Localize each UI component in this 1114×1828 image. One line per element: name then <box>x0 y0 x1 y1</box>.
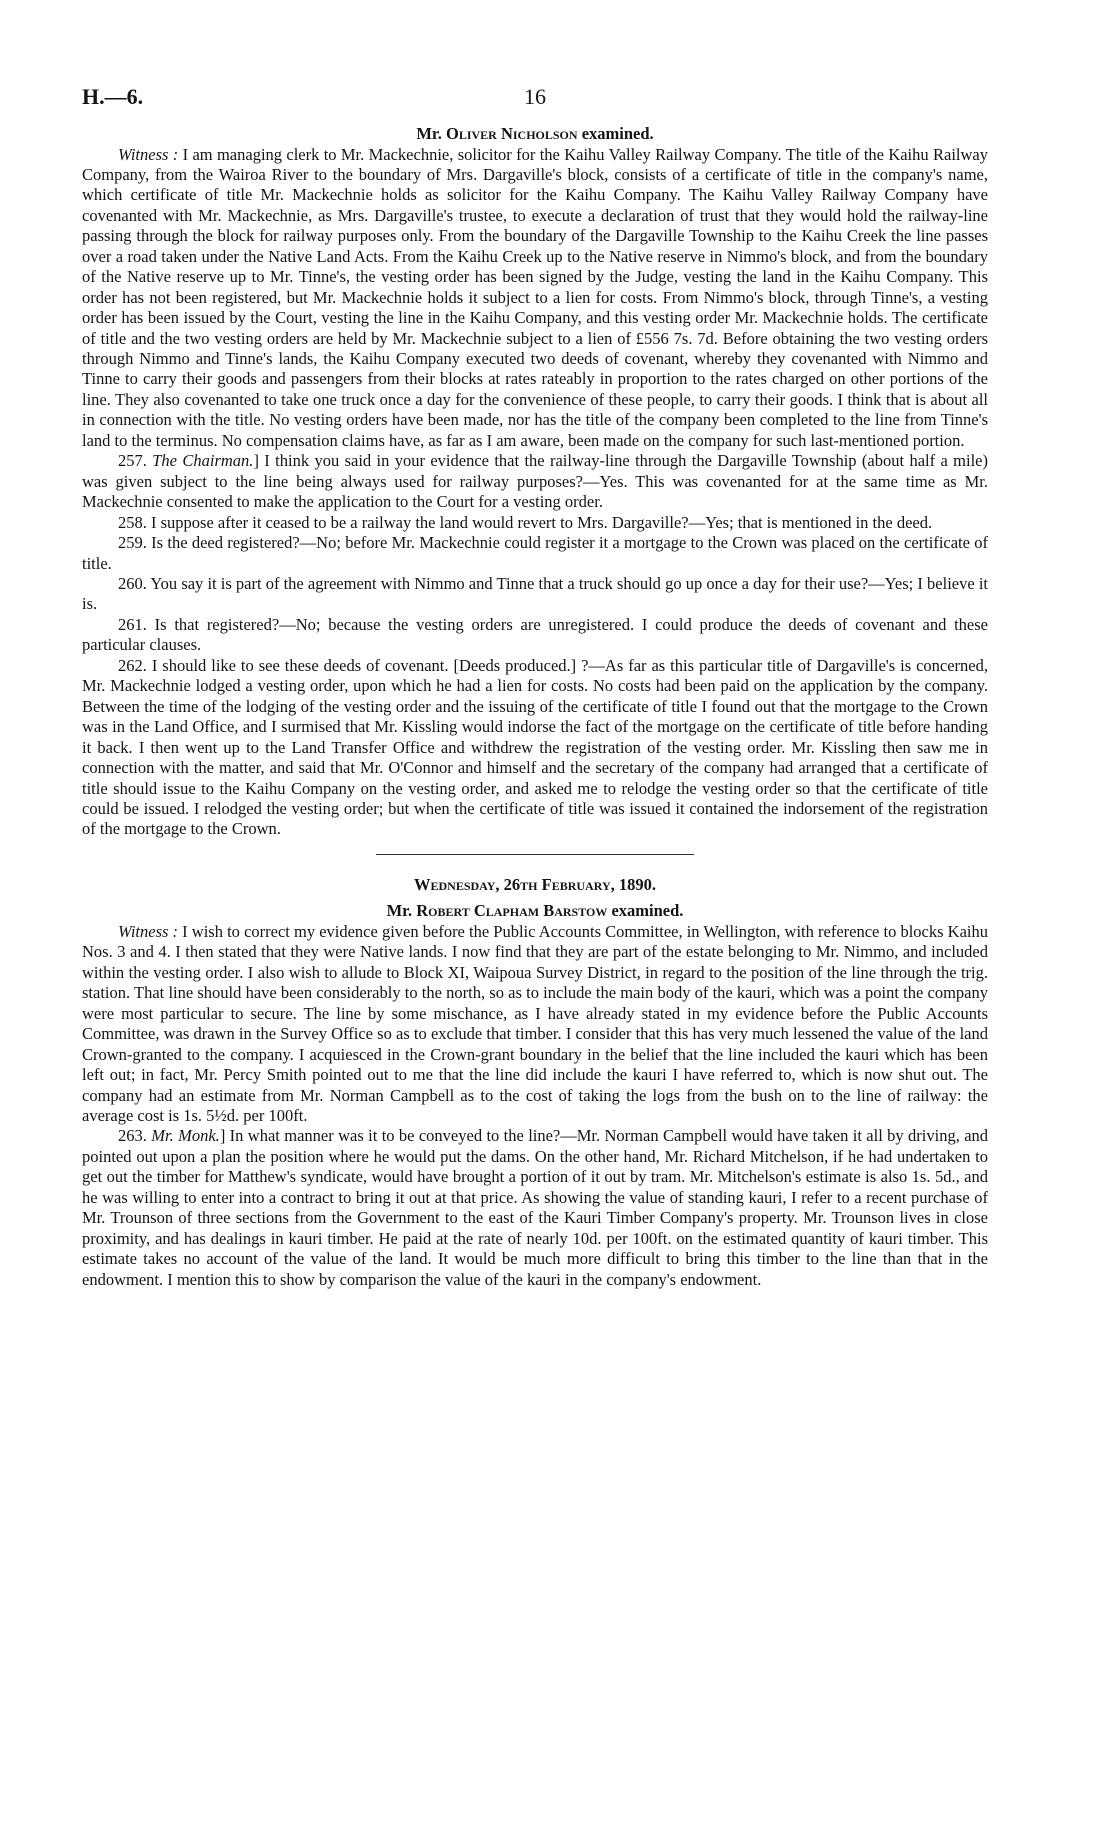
page-header <box>82 84 988 124</box>
parliamentary-paper-reference: H.—6. <box>82 84 144 109</box>
witness-statement-nicholson: Witness : I am managing clerk to Mr. Mackechnie, solicitor for the Kaihu Valley Railway Company. The title of the Kaihu Railway Company, from the Wairoa River to the boundary of Mrs. Dargaville's block, consists of a certificate of title in the company's name, which certificate of title Mr. Mackechnie holds as solicitor for the Kaihu Company. The Kaihu Valley Railway Company have covenanted with Mr. Mackechnie, as Mrs. Dargaville's trustee, to execute a declaration of trust that they would hold the railway-line passing through the block for railway purposes only. From the boundary of the Dargaville Township to the Kaihu Creek the line passes over a road taken under the Native Land Acts. From the Kaihu Creek up to the Native reserve in Nimmo's block, and from the boundary of the Native reserve up to Mr. Tinne's, the vesting order has been signed by the Judge, vesting the land in the Kaihu Company. This order has not been registered, but Mr. Mackechnie holds it subject to a lien for costs. From Nimmo's block, through Tinne's, a vesting order has been issued by the Court, vesting the line in the Kaihu Company, and this vesting order Mr. Mackechnie holds. The certificate of title and the two vesting orders are held by Mr. Mackechnie subject to a lien of £556 7s. 7d. Before obtaining the two vesting orders through Nimmo and Tinne's lands, the Kaihu Company executed two deeds of covenant, whereby they covenanted with Nimmo and Tinne to carry their goods and passengers from their blocks at rates rateably in proportion to the rates charged on other portions of the line. They also covenanted to take one truck once a day for the convenience of these people, to carry their goods. I think that is about all in connection with the title. No vesting orders have been made, nor has the title of the company been completed to the line from Tinne's land to the terminus. No compensation claims have, as far as I am aware, been made on the company for such last-mentioned portion. <box>82 144 988 450</box>
question-263: 263. Mr. Monk.] In what manner was it to be conveyed to the line?—Mr. Norman Campbell would have taken it all by driving, and pointed out upon a plan the position where he would put the dams. On the other hand, Mr. Richard Mitchelson, if he had undertaken to get out the timber for Matthew's syndicate, would have brought a portion of it out by tram. Mr. Mitchelson's estimate is also 1s. 5d., and he was willing to enter into a contract to bring it out at that price. As showing the value of standing kauri, I refer to a recent purchase of Mr. Trounson of three sections from the Government to the east of the Kauri Timber Company's property. Mr. Trounson lives in close proximity, and has dealings in kauri timber. He paid at the rate of nearly 10d. per 100ft. on the estimated quantity of kauri timber. This estimate takes no account of the value of the land. It would be much more difficult to bring this timber to the line than that in the endowment. I mention this to show by comparison the value of the kauri in the company's endowment. <box>82 1126 989 1289</box>
section-divider <box>376 854 694 855</box>
date-heading: Wednesday, 26th February, 1890. <box>414 874 656 894</box>
witness-label: Witness : <box>118 144 179 164</box>
document-page <box>82 84 988 1290</box>
section-barstow-examination <box>82 875 988 1290</box>
witness-heading-barstow: Mr. Robert Clapham Barstow examined. <box>386 901 684 921</box>
question-257: 257. The Chairman.] I think you said in your evidence that the railway-line through the Dargaville Township (about half a mile) was given subject to the line being always used for railway purposes?—Yes. This was covenanted for at the same time as Mr. Mackechnie consented to make the application to the Court for a vesting order. <box>82 451 988 512</box>
speaker-chairman: The Chairman. <box>152 451 254 471</box>
section-nicholson-examination <box>82 124 988 840</box>
witness-statement-barstow: Witness : I wish to correct my evidence given before the Public Accounts Committee, in Wellington, with reference to blocks Kaihu Nos. 3 and 4. I then stated that they were Native lands. I now find that they are part of the estate belonging to Mr. Nimmo, and included within the vesting order. I also wish to allude to Block XI, Waipoua Survey District, in regard to the position of the line through the trig. station. That line should have been considerably to the north, so as to include the main body of the kauri, which was a point the company were most particular to secure. The line by some mischance, as I have already stated in my evidence before the Public Accounts Committee, was drawn in the Survey Office so as to exclude that timber. I consider that this has very much lessened the value of the land Crown-granted to the company. I acquiesced in the Crown-grant boundary in the belief that the line included the kauri which has been left out; in fact, Mr. Percy Smith pointed out to me that the line did include the kauri I have referred to, which is now shut out. The company had an estimate from Mr. Norman Campbell as to the cost of taking the logs from the bush on to the line of railway: the average cost is 1s. 5½d. per 100ft. <box>82 921 988 1125</box>
question-260: 260. You say it is part of the agreement with Nimmo and Tinne that a truck should go up once a day for their use?—Yes; I believe it is. <box>82 574 988 614</box>
question-262: 262. I should like to see these deeds of covenant. [Deeds produced.] ?—As far as this particular title of Dargaville's is concerned, Mr. Mackechnie lodged a vesting order, upon which he had a lien for costs. No costs had been paid on the application by the company. Between the time of the lodging of the vesting order and the issuing of the certificate of title I found out that the mortgage to the Crown was in the Land Office, and I surmised that Mr. Kissling would indorse the fact of the mortgage on the certificate of title before handing it back. I then went up to the Land Transfer Office and withdrew the registration of the vesting order. Mr. Kissling then saw me in connection with the matter, and said that Mr. O'Connor and himself and the secretary of the company had arranged that a certificate of title should issue to the Kaihu Company on the vesting order, and asked me to relodge the vesting order so that the certificate of title could be issued. I relodged the vesting order; but when the certificate of title was issued it contained the indorsement of the registration of the mortgage to the Crown. <box>82 655 988 839</box>
page-number: 16 <box>524 84 546 109</box>
witness-heading-nicholson: Mr. Oliver Nicholson examined. <box>416 124 654 143</box>
question-261: 261. Is that registered?—No; because the vesting orders are unregistered. I could produce the deeds of covenant and these particular clauses. <box>82 614 988 655</box>
speaker-monk: Mr. Monk. <box>151 1126 220 1146</box>
witness-label: Witness : <box>118 921 179 941</box>
question-258: 258. I suppose after it ceased to be a railway the land would revert to Mrs. Dargaville?—Yes; that is mentioned in the deed. <box>118 512 933 532</box>
question-259: 259. Is the deed registered?—No; before Mr. Mackechnie could register it a mortgage to the Crown was placed on the certificate of title. <box>82 533 988 573</box>
